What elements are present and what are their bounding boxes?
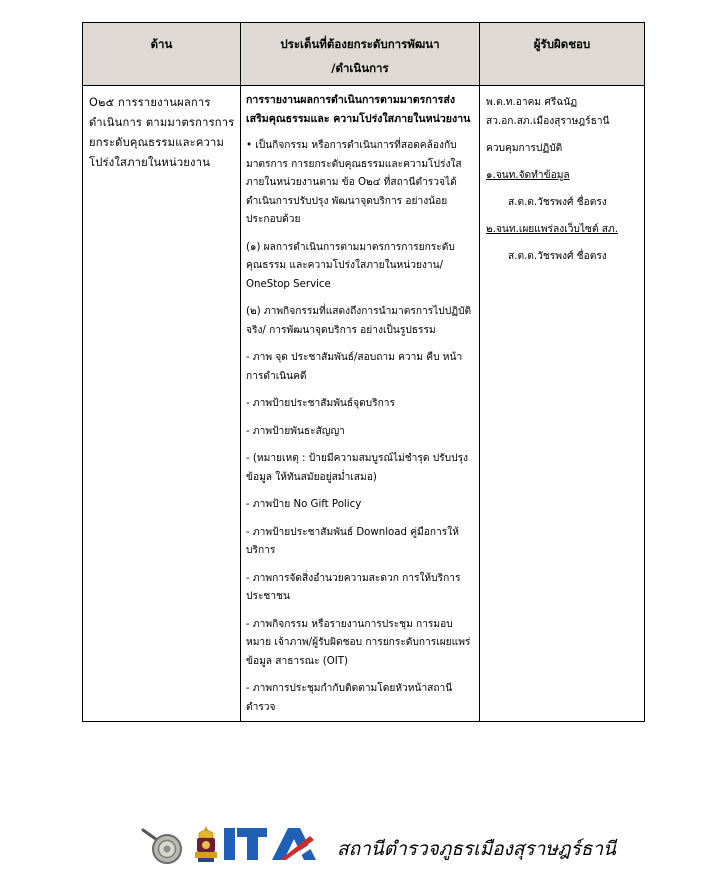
police-seal-icon	[140, 826, 190, 866]
issue-item: (๒) ภาพกิจกรรมที่แสดงถึงการนำมาตรการไปปฏิบัติจริง/ การพัฒนาจุดบริการ อย่างเป็นรูปธรรม	[246, 306, 472, 336]
task-web-publish-person: ส.ต.ต.วัชรพงศ์ ชื่อตรง	[508, 251, 607, 262]
header-responsible: ผู้รับผิดชอบ	[480, 23, 645, 86]
table-header-row	[83, 23, 645, 86]
responsible-cell	[480, 86, 645, 722]
issue-item: - ภาพการจัดสิ่งอำนวยความสะดวก การให้บริการประชาชน	[246, 572, 461, 602]
issue-item: • เป็นกิจกรรม หรือการดำเนินการที่สอดคล้องกับมาตรการ การยกระดับคุณธรรมและความโปร่งใสภายในหน่วยงานตาม ข้อ O๒๔ ที่สถานีตำรวจได้ดำเนินการปรับปรุง พัฒนาจุดบริการ อย่างน้อยประกอบด้วย	[246, 140, 462, 225]
header-aspect: ด้าน	[83, 23, 241, 86]
issue-item: - ภาพป้ายประชาสัมพันธ์จุดบริการ	[246, 398, 395, 409]
header-issues	[241, 23, 480, 86]
header-issues-line1: ประเด็นที่ต้องยกระดับการพัฒนา	[280, 37, 440, 51]
royal-emblem-icon	[192, 824, 220, 864]
issues-title: การรายงานผลการดำเนินการตามมาตรการส่งเสริมคุณธรรมและ ความโปร่งใสภายในหน่วยงาน	[246, 94, 471, 125]
task-data-prep-person: ส.ต.ต.วัชรพงศ์ ชื่อตรง	[508, 197, 607, 208]
header-issues-line2: /ดำเนินการ	[331, 61, 389, 75]
issue-item: - ภาพ จุด ประชาสัมพันธ์/สอบถาม ความ คืบ หน้าการดำเนินคดี	[246, 352, 463, 382]
development-plan-table	[82, 22, 645, 722]
issue-item: - ภาพกิจกรรม หรือรายงานการประชุม การมอบหมาย เจ้าภาพ/ผู้รับผิดชอบ การยกระดับการเผยแพร่ข้อมูล สาธารณะ (OIT)	[246, 618, 471, 667]
issue-item: - ภาพป้ายประชาสัมพันธ์ Download คู่มือการให้บริการ	[246, 526, 459, 556]
issue-item: - (หมายเหตุ : ป้ายมีความสมบูรณ์ไม่ชำรุด ปรับปรุงข้อมูล ให้ทันสมัยอยู่สม่ำเสมอ)	[246, 453, 469, 483]
topic-cell: O๒๕ การรายงานผลการดำเนินการ ตามมาตรการการยกระดับคุณธรรมและความโปร่งใสภายในหน่วยงาน	[83, 86, 241, 722]
task-data-prep: ๑.จนท.จัดทำข้อมูล	[486, 170, 570, 181]
issue-item: (๑) ผลการดำเนินการตามมาตรการการยกระดับคุณธรรม และความโปร่งใสภายในหน่วยงาน/ OneStop Service	[246, 241, 455, 290]
ita-logo-icon	[224, 826, 324, 862]
issue-item: - ภาพป้ายพันธะสัญญา	[246, 425, 345, 437]
issues-cell	[241, 86, 480, 722]
table-row	[83, 86, 645, 722]
issue-item: - ภาพการประชุมกำกับติดตามโดยหัวหน้าสถานีตำรวจ	[246, 683, 453, 713]
station-name: สถานีตำรวจภูธรเมืองสุราษฎร์ธานี	[337, 838, 617, 860]
issue-item: - ภาพป้าย No Gift Policy	[246, 499, 362, 510]
responsible-officer: พ.ต.ท.อาคม ศรีฉนัฏ สว.อก.สภ.เมืองสุราษฎร์ธานี	[486, 97, 610, 127]
supervise-label: ควบคุมการปฏิบัติ	[486, 143, 563, 154]
task-web-publish: ๒.จนท.เผยแพร่ลงเว็บไซต์ สภ.	[486, 224, 618, 235]
footer	[140, 820, 617, 870]
